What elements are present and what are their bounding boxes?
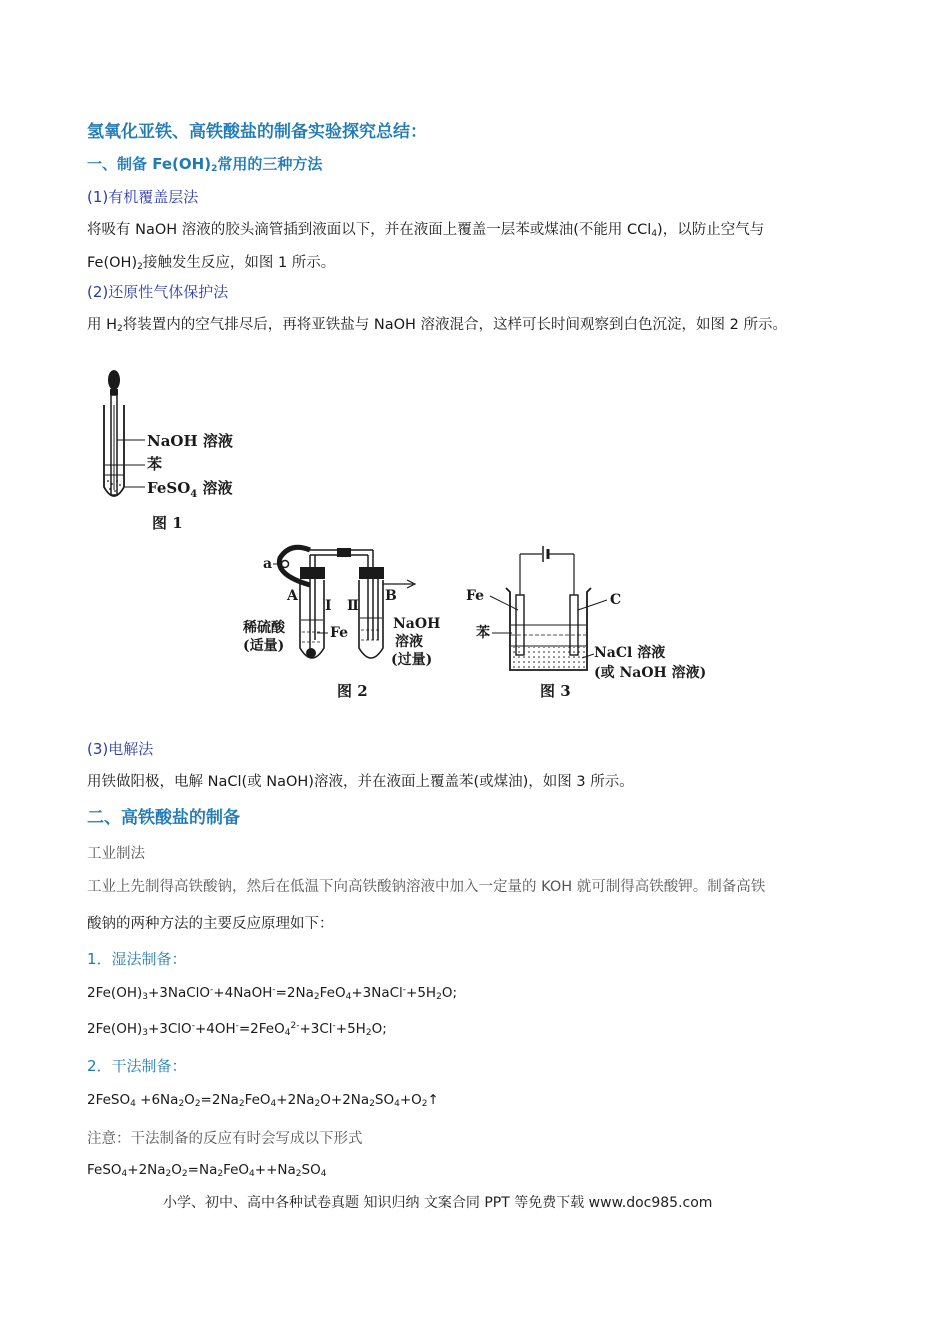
fig2-caption: 图 2	[337, 682, 368, 700]
fig3-label-naoh: (或 NaOH 溶液)	[594, 665, 707, 681]
method1-line2: $Fe(OH)_2$接触发生反应，如图 1 所示。	[87, 255, 336, 272]
wet-method-title: 1．湿法制备：	[87, 950, 187, 968]
method1-title: (1)有机覆盖层法	[87, 188, 199, 206]
figure-1-apparatus	[90, 365, 250, 535]
industrial-method-label: 工业制法	[87, 846, 145, 862]
method2-line: 用 $H_2$将装置内的空气排尽后，再将亚铁盐与 NaOH 溶液混合，这样可长时间观察到白色沉淀，如图 2 所示。	[87, 317, 787, 334]
method1-line1: 将吸有 NaOH 溶液的胶头滴管插到液面以下，并在液面上覆盖一层苯或煤油(不能用 CCl$_4$)，以防止空气与	[87, 222, 765, 239]
dry-method-title: 2．干法制备：	[87, 1057, 187, 1075]
figure-3-apparatus	[462, 540, 712, 705]
footer-text: 小学、初中、高中各种试卷真题 知识归纳 文案合同 PPT 等免费下载 www.doc985.com	[163, 1195, 713, 1211]
section2-para-line2: 酸钠的两种方法的主要反应原理如下：	[87, 916, 334, 932]
fig2-label-I: Ⅰ	[325, 598, 332, 614]
fig2-label-naoh-solution: 溶液	[395, 634, 423, 650]
figure-2-apparatus	[243, 540, 455, 705]
fig2-label-a: a	[263, 556, 273, 572]
dry-note: 注意：干法制备的反应有时会写成以下形式	[87, 1131, 363, 1147]
fig2-label-acid: 稀硫酸	[243, 620, 285, 636]
fig3-label-benzene: 苯	[476, 625, 490, 641]
fig2-label-II: Ⅱ	[347, 598, 359, 614]
fig3-label-fe: Fe	[466, 588, 485, 604]
dry-equation-2: $FeSO_4+2Na_2O_2=Na_2FeO_4++Na_2SO_4$	[87, 1162, 327, 1179]
fig2-label-B: B	[385, 588, 397, 604]
fig3-caption: 图 3	[540, 682, 571, 700]
fig2-label-acid-amount: (适量)	[243, 638, 285, 654]
fig2-label-naoh-amount: (过量)	[391, 652, 433, 668]
dry-equation-1: 2FeSO$_4$ $+6Na_2O_2=2Na_2FeO_4+2Na_2O+2Na_2SO_4+O_2↑$	[87, 1092, 439, 1109]
fig1-label-feso4: FeSO$_4$ 溶液	[147, 479, 233, 500]
wet-equation-2: $2Fe(OH)_3+3ClO^-+4OH^-=2FeO_4^{2-}+3Cl^-+5H_2O$;	[87, 1021, 387, 1038]
method2-title: (2)还原性气体保护法	[87, 283, 229, 301]
fig1-label-benzene: 苯	[147, 455, 163, 473]
fig3-label-c: C	[610, 592, 622, 608]
fig3-label-nacl: NaCl 溶液	[594, 645, 666, 661]
fig2-label-fe: Fe	[330, 625, 349, 641]
method3-title: (3)电解法	[87, 740, 154, 758]
wet-equation-1: $2Fe(OH)_3+3NaClO^-+4NaOH^-=2Na_2FeO_4+3NaCl^-+5H_2O$;	[87, 985, 458, 1002]
section2-para-line1: 工业上先制得高铁酸钠，然后在低温下向高铁酸钠溶液中加入一定量的 KOH 就可制得高铁酸钾。制备高铁	[87, 879, 766, 895]
fig2-label-A: A	[287, 588, 298, 604]
fig1-caption: 图 1	[152, 514, 183, 532]
method3-line: 用铁做阳极，电解 NaCl(或 NaOH)溶液，并在液面上覆盖苯(或煤油)，如图 3 所示。	[87, 774, 634, 790]
page-title: 氢氧化亚铁、高铁酸盐的制备实验探究总结：	[87, 122, 427, 142]
fig2-label-naoh: NaOH	[393, 616, 441, 632]
section2-heading: 二、高铁酸盐的制备	[87, 808, 240, 828]
fig1-label-naoh: NaOH 溶液	[147, 432, 233, 450]
section1-heading: 一、制备 $Fe(OH)_2$常用的三种方法	[87, 155, 323, 174]
